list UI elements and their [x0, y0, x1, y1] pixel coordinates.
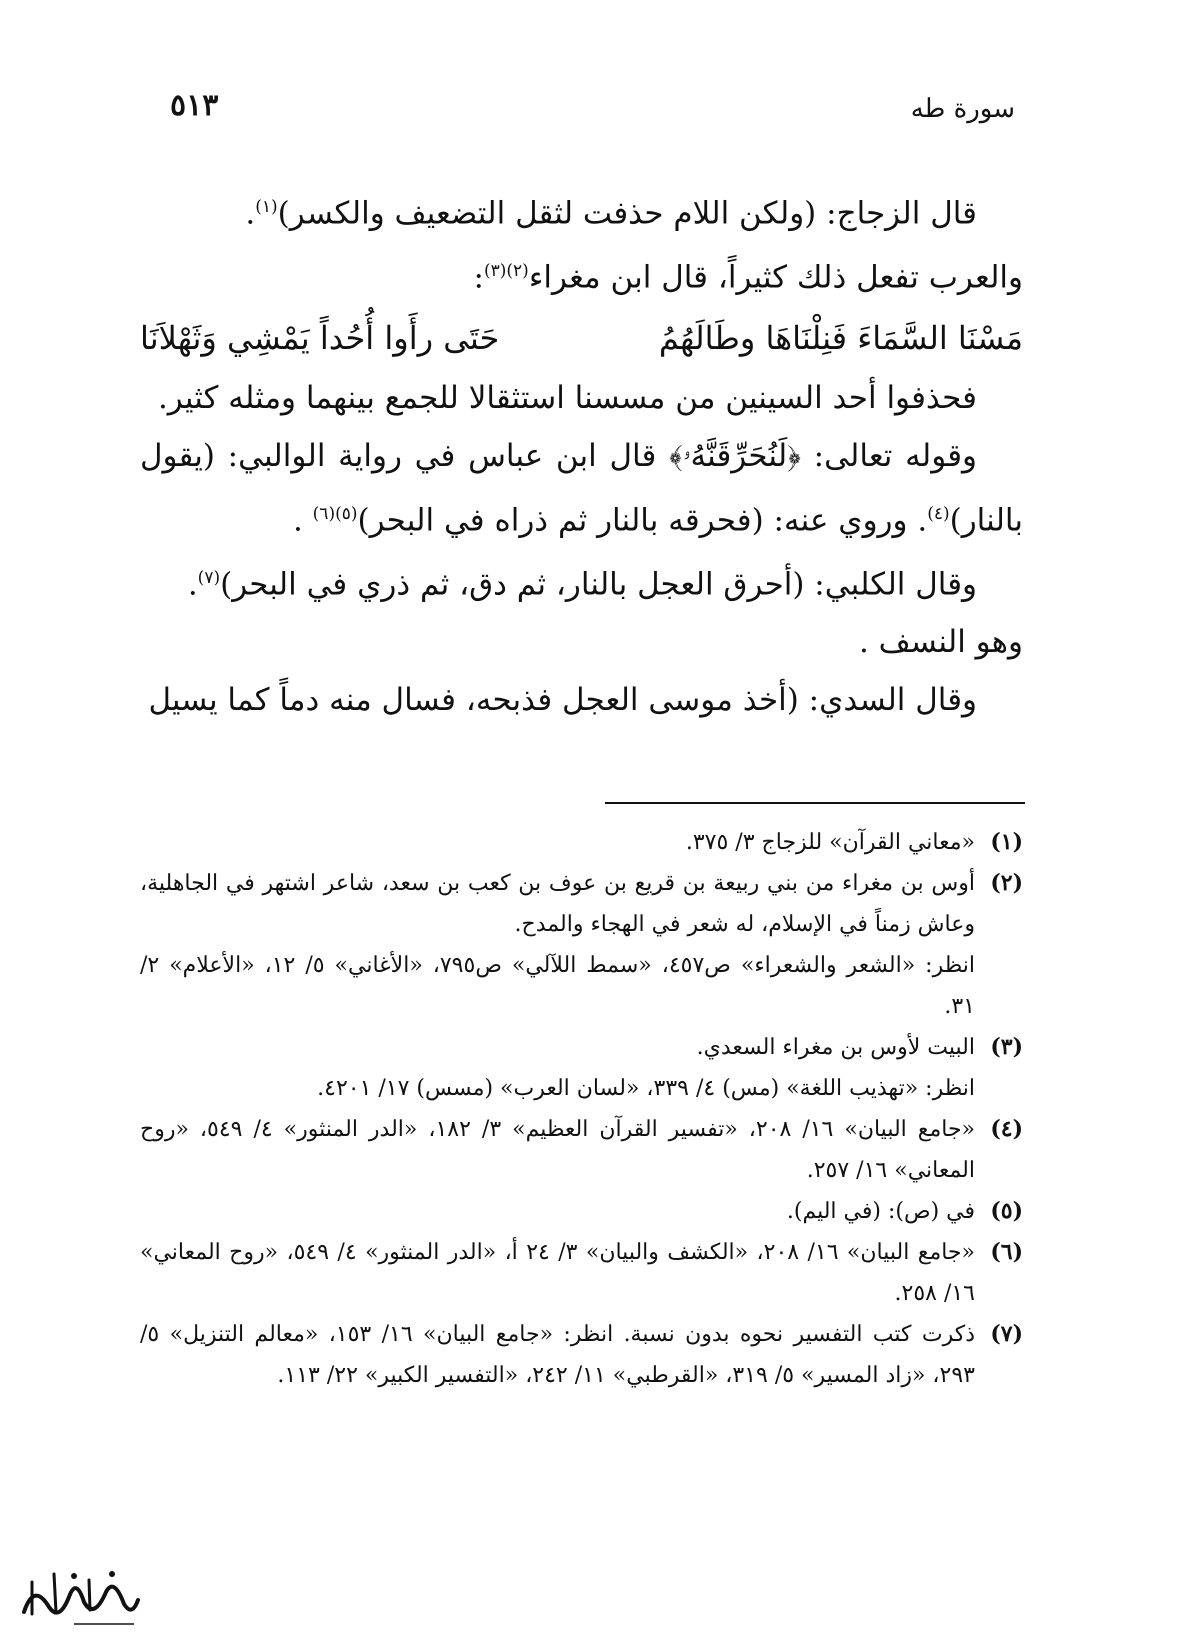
main-text [140, 178, 1023, 729]
poetry-verse [140, 307, 1023, 369]
verse-hemistich-2: حَتَى رأَوا أُحُداً يَمْشِي وَثَهْلاَنَا [140, 318, 500, 357]
verse-hemistich-1: مَسْنَا السَّمَاءَ فَنِلْنَاهَا وطَالَهُمُ [658, 318, 1023, 357]
calligraphic-logo-icon [14, 1562, 144, 1632]
paragraph-zajjaj: قال الزجاج: (ولكن اللام حذفت لثقل التضعيف والكسر)$^{(١)}$. [245, 195, 977, 232]
surah-title: سورة طه [910, 94, 1015, 124]
footnote-2: (٢) أوس بن مغراء من بني ربيعة بن قريع بن عوف بن كعب بن سعد، شاعر اشتهر في الجاهلية، وعاش زمناً في الإسلام، له شعر في الهجاء والمدح. انظر: «الشعر والشعراء» ص٤٥٧، «سمط اللآلي» ص٧٩٥، «الأغاني» ٥/ ١٢، «الأعلام» ٢/ ٣١. [140, 870, 1023, 1019]
page-header [170, 88, 1015, 138]
footnote-6: (٦) «جامع البيان» ١٦/ ٢٠٨، «الكشف والبيان» ٣/ ٢٤ أ، «الدر المنثور» ٤/ ٥٤٩، «روح المعاني» ١٦/ ٢٥٨. [140, 1239, 1023, 1306]
paragraph-ibn-abbas: وقوله تعالى: ﴿لَنُحَرِّقَنَّهُۥ﴾ قال ابن عباس في رواية الوالبي: (يقول بالنار)$^{(٤)}$. وروي عنه: (فحرقه بالنار ثم ذراه في البحر)$^{(٥)(٦)}$ . [140, 437, 1023, 538]
footnotes [140, 822, 1023, 1396]
paragraph-nasf: وهو النسف . [858, 624, 1023, 661]
footnote-7: (٧) ذكرت كتب التفسير نحوه بدون نسبة. انظر: «جامع البيان» ١٦/ ١٥٣، «معالم التنزيل» ٥/ ٢٩٣، «زاد المسير» ٥/ ٣١٩، «القرطبي» ١١/ ٢٤٢، «التفسير الكبير» ٢٢/ ١١٣. [140, 1321, 1023, 1388]
footnote-5: (٥) في (ص): (في اليم). [786, 1198, 1023, 1224]
paragraph-deletion: فحذفوا أحد السينين من مسسنا استثقالا للجمع بينهما ومثله كثير. [157, 379, 977, 416]
footnote-3: (٣) البيت لأوس بن مغراء السعدي. انظر: «تهذيب اللغة» (مس) ٤/ ٣٣٩، «لسان العرب» (مسس) ١٧/ ٤٢٠١. [317, 1034, 1023, 1101]
paragraph-kalbi: وقال الكلبي: (أحرق العجل بالنار، ثم دق، ثم ذري في البحر)$^{(٧)}$. [187, 566, 977, 603]
paragraph-arabs: والعرب تفعل ذلك كثيراً، قال ابن مغراء$^{(٢)(٣)}$: [473, 259, 1023, 296]
footnote-4: (٤) «جامع البيان» ١٦/ ٢٠٨، «تفسير القرآن العظيم» ٣/ ١٨٢، «الدر المنثور» ٤/ ٥٤٩، «روح المعاني» ١٦/ ٢٥٧. [140, 1116, 1023, 1183]
footnote-divider [605, 802, 1025, 804]
page-number: ٥١٣ [170, 88, 219, 123]
footnote-1: (١) «معاني القرآن» للزجاج ٣/ ٣٧٥. [685, 829, 1023, 855]
paragraph-suddi: وقال السدي: (أخذ موسى العجل فذبحه، فسال منه دماً كما يسيل [148, 682, 977, 719]
